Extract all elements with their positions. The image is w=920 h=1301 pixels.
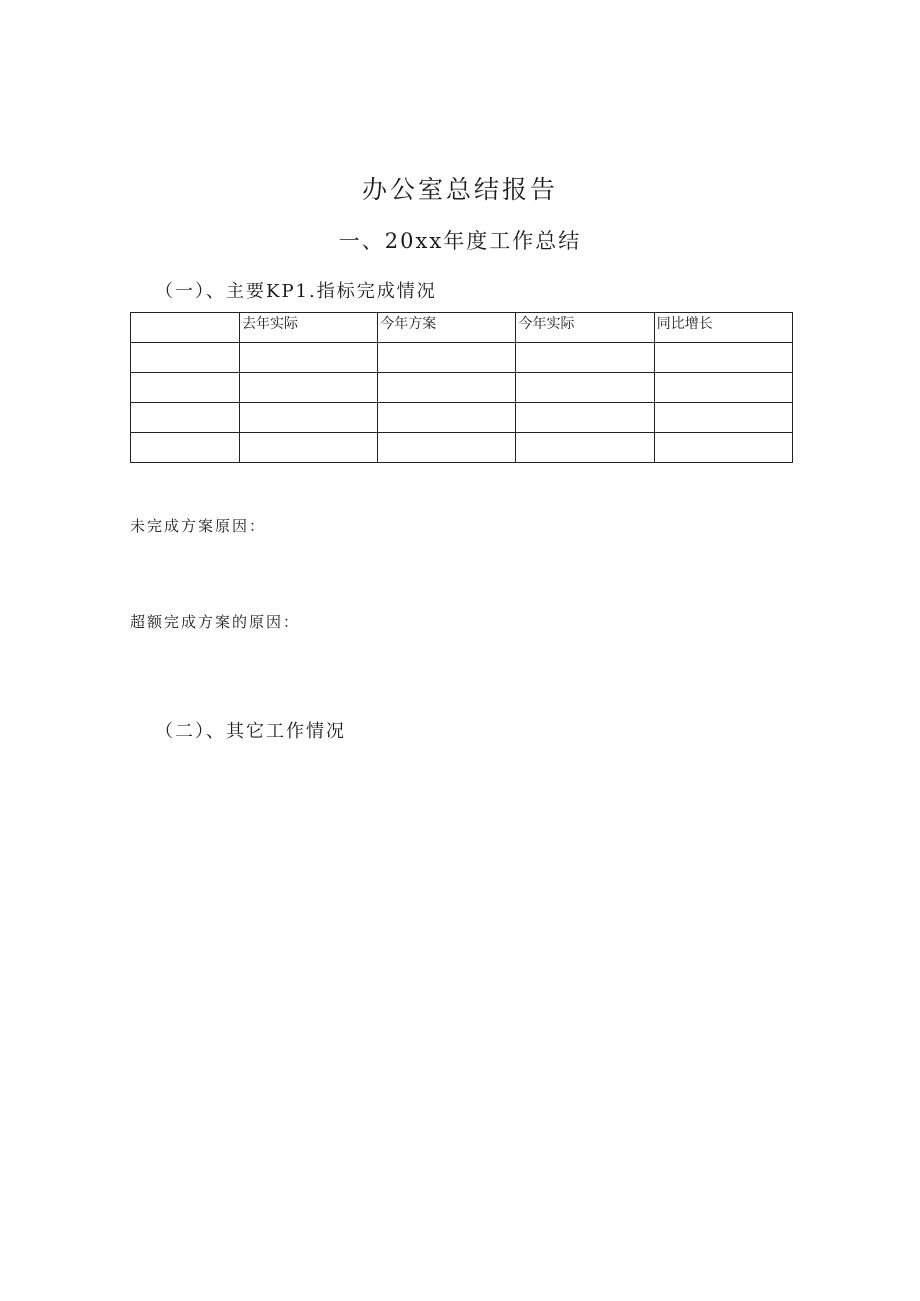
- table-cell: [378, 433, 516, 463]
- section-heading-annual-summary: 一、20xx年度工作总结: [338, 229, 582, 253]
- subsection-kpi-heading: （一）、主要KP1.指标完成情况: [155, 281, 437, 302]
- table-cell: [516, 433, 654, 463]
- table-cell: [378, 403, 516, 433]
- kpi-header-yoy-growth: 同比增长: [654, 313, 792, 343]
- table-cell: [654, 433, 792, 463]
- kpi-table: [130, 312, 793, 463]
- table-cell: [378, 373, 516, 403]
- table-cell: [378, 343, 516, 373]
- table-row: [131, 373, 793, 403]
- subsection-other-work-heading: （二）、其它工作情况: [155, 721, 346, 742]
- kpi-header-blank: [131, 313, 240, 343]
- kpi-header-this-year-actual: 今年实际: [516, 313, 654, 343]
- table-cell: [516, 403, 654, 433]
- table-cell: [654, 403, 792, 433]
- table-cell: [131, 403, 240, 433]
- table-cell: [131, 373, 240, 403]
- table-cell: [239, 343, 377, 373]
- table-cell: [516, 373, 654, 403]
- table-cell: [131, 433, 240, 463]
- table-row: [131, 343, 793, 373]
- unfinished-plan-reason-label: 未完成方案原因：: [130, 517, 267, 535]
- table-cell: [654, 343, 792, 373]
- document-title: 办公室总结报告: [361, 175, 558, 204]
- kpi-header-this-year-plan: 今年方案: [378, 313, 516, 343]
- table-cell: [239, 403, 377, 433]
- table-row: [131, 433, 793, 463]
- table-cell: [654, 373, 792, 403]
- table-cell: [239, 373, 377, 403]
- table-cell: [239, 433, 377, 463]
- kpi-header-last-year-actual: 去年实际: [239, 313, 377, 343]
- table-row: [131, 403, 793, 433]
- table-cell: [516, 343, 654, 373]
- table-cell: [131, 343, 240, 373]
- exceeded-plan-reason-label: 超额完成方案的原因：: [130, 613, 301, 631]
- kpi-table-header-row: [131, 313, 793, 343]
